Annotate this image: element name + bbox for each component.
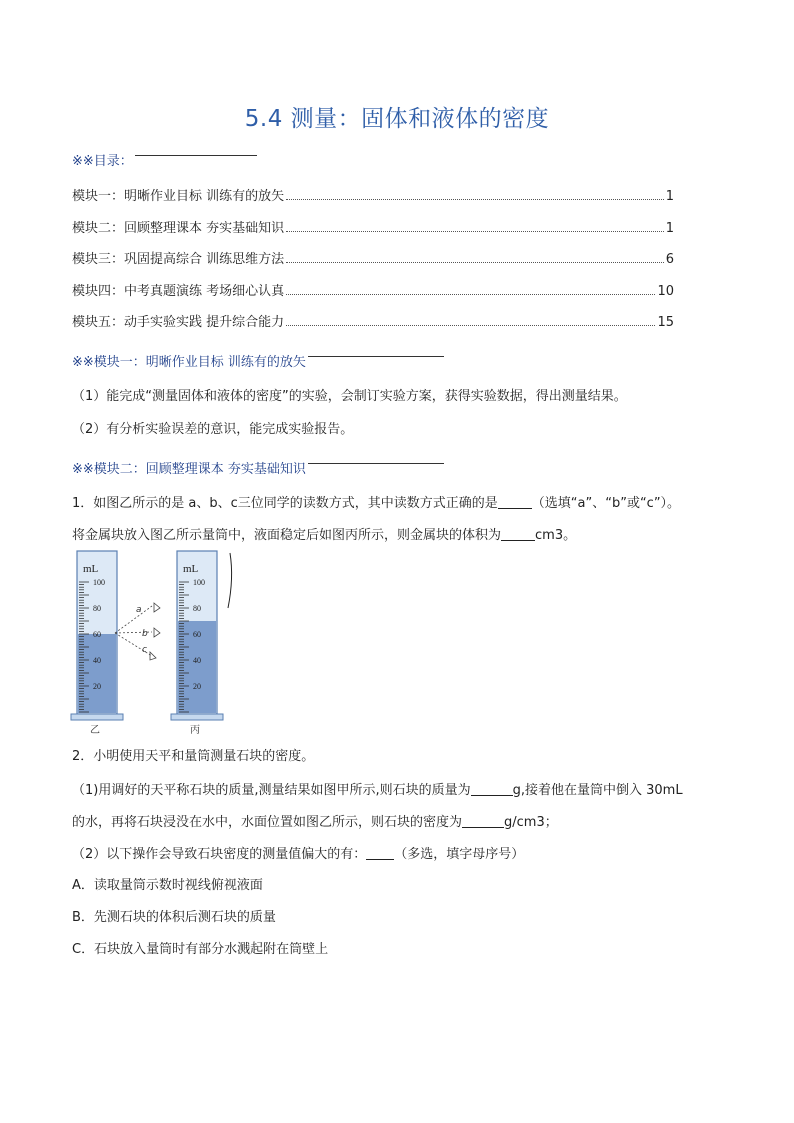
- toc-page-number: 6: [665, 252, 674, 267]
- eye-c-icon: [150, 652, 156, 660]
- answer-blank[interactable]: [366, 845, 394, 860]
- toc-item[interactable]: 模块四：中考真题演练 考场细心认真 10: [72, 284, 674, 299]
- eye-a-icon: [154, 603, 160, 612]
- scale-number: 40: [93, 656, 101, 665]
- string-icon: [228, 553, 232, 608]
- unit-label: mL: [183, 563, 199, 575]
- toc-page-number: 1: [665, 189, 674, 204]
- eye-label-c: c: [142, 645, 147, 655]
- cylinder-bing: [171, 551, 232, 736]
- goal-2: （2）有分析实验误差的意识，能完成实验报告。: [72, 422, 354, 437]
- eye-b-icon: [154, 628, 160, 637]
- option-b[interactable]: B．先测石块的体积后测石块的质量: [72, 910, 276, 925]
- scale-number: 60: [193, 630, 201, 639]
- module2-heading: ※※模块二：回顾整理课本 夯实基础知识: [72, 458, 444, 477]
- answer-blank[interactable]: [498, 494, 532, 509]
- scale-number: 100: [193, 578, 205, 587]
- answer-blank[interactable]: [501, 526, 535, 541]
- question-2-part-1-line-2: 的水，再将石块浸没在水中，水面位置如图乙所示，则石块的密度为 g/cm3；: [72, 815, 558, 830]
- scale-number: 60: [93, 630, 101, 639]
- scale-number: 20: [93, 682, 101, 691]
- water-level-yi: [78, 634, 116, 713]
- option-a[interactable]: A．读取量筒示数时视线俯视液面: [72, 878, 263, 893]
- answer-blank[interactable]: [462, 813, 504, 828]
- scale-number: 20: [193, 682, 201, 691]
- toc-item[interactable]: 模块一：明晰作业目标 训练有的放矢 1: [72, 189, 674, 204]
- toc-page-number: 15: [657, 315, 674, 330]
- option-c[interactable]: C．石块放入量筒时有部分水溅起附在筒壁上: [72, 942, 329, 957]
- answer-blank[interactable]: [471, 781, 513, 796]
- scale-number: 80: [93, 604, 101, 613]
- unit-label: mL: [83, 563, 99, 575]
- figure-label-bing: 丙: [190, 725, 200, 736]
- toc-page-number: 10: [657, 284, 674, 299]
- toc-item[interactable]: 模块二：回顾整理课本 夯实基础知识 1: [72, 221, 674, 236]
- question-1-line-1: 1．如图乙所示的是 a、b、c三位同学的读数方式，其中读数方式正确的是 （选填“a”、“b”或“c”）。: [72, 496, 681, 511]
- cylinder-yi: [71, 551, 123, 736]
- scale-number: 40: [193, 656, 201, 665]
- scale-number: 80: [193, 604, 201, 613]
- scale-number: 100: [93, 578, 105, 587]
- page-title: 5.4 测量：固体和液体的密度: [244, 106, 550, 132]
- goal-1: （1）能完成“测量固体和液体的密度”的实验，会制订实验方案，获得实验数据，得出测量结果。: [72, 389, 627, 404]
- toc-item[interactable]: 模块三：巩固提高综合 训练思维方法 6: [72, 252, 674, 267]
- question-1-line-2: 将金属块放入图乙所示量筒中，液面稳定后如图丙所示，则金属块的体积为 cm3。: [72, 528, 577, 543]
- eye-label-a: a: [136, 605, 142, 615]
- toc-heading-rule: [135, 155, 257, 156]
- toc-item[interactable]: 模块五：动手实验实践 提升综合能力 15: [72, 315, 674, 330]
- toc-heading: ※※目录：: [72, 150, 257, 169]
- question-2-part-1-line-1: （1)用调好的天平称石块的质量,测量结果如图甲所示,则石块的质量为 g,接着他在量筒中倒入 30mL: [72, 783, 683, 798]
- module1-heading: ※※模块一：明晰作业目标 训练有的放矢: [72, 351, 444, 370]
- figure-label-yi: 乙: [90, 725, 100, 736]
- graduated-cylinders-figure: [70, 548, 250, 738]
- toc-page-number: 1: [665, 221, 674, 236]
- question-2-intro: 2．小明使用天平和量筒测量石块的密度。: [72, 749, 315, 764]
- eye-label-b: b: [142, 629, 148, 639]
- question-2-part-2: （2）以下操作会导致石块密度的测量值偏大的有： （多选，填字母序号）: [72, 847, 525, 862]
